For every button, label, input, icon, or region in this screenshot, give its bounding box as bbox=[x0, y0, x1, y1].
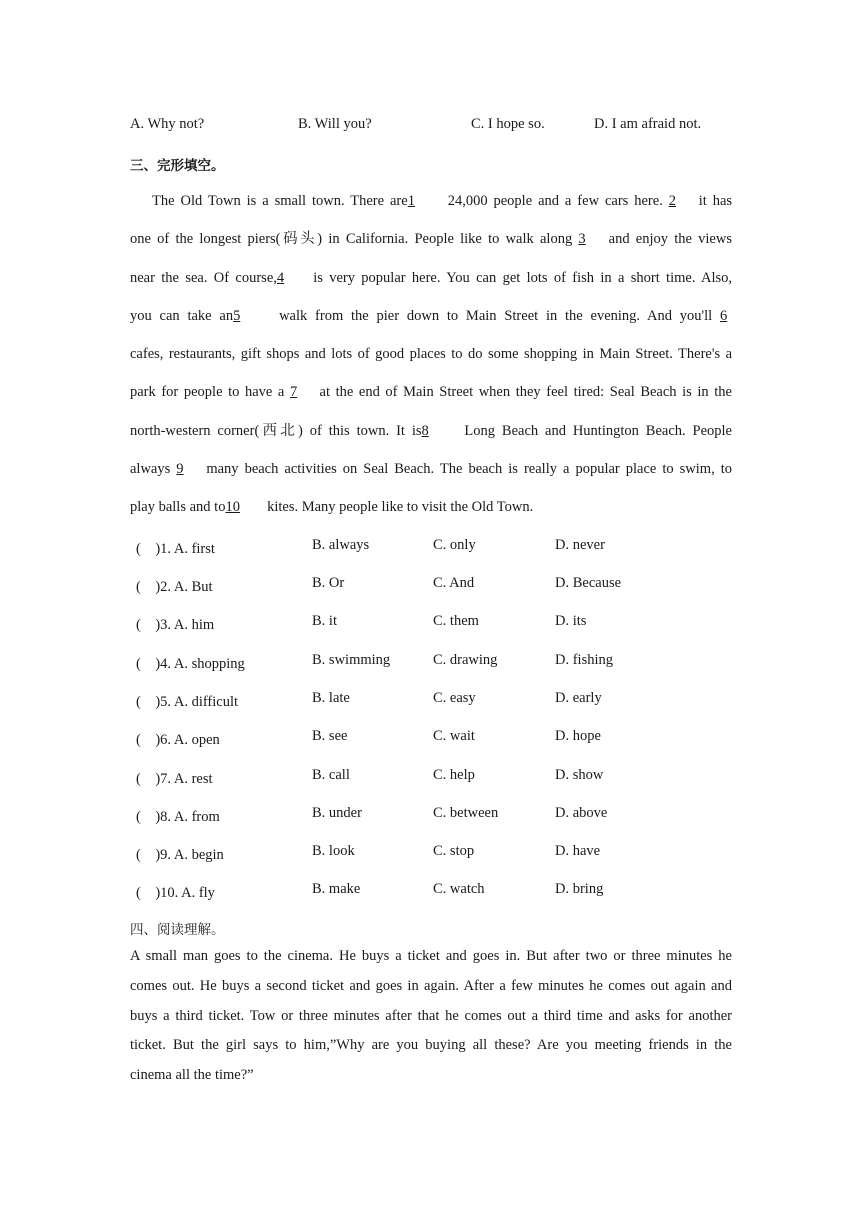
option-d: D. show bbox=[555, 767, 604, 783]
option-c: C. stop bbox=[433, 843, 475, 859]
question-row bbox=[130, 537, 750, 557]
question-number-option-a: ( )7. A. rest bbox=[136, 771, 213, 787]
section-3-heading: 三、完形填空。 bbox=[130, 158, 225, 174]
passage-text: and enjoy the views bbox=[608, 231, 732, 248]
option-b: B. always bbox=[312, 537, 370, 553]
option-d: D. its bbox=[555, 613, 587, 629]
passage-line bbox=[130, 421, 732, 459]
option-c: C. only bbox=[433, 537, 476, 553]
option-d: D. never bbox=[555, 537, 605, 553]
option-c: C. wait bbox=[433, 728, 475, 744]
passage-text: park for people to have a bbox=[130, 384, 285, 401]
blank-10: 10 bbox=[225, 499, 240, 516]
reading-line: buys a third ticket. Tow or three minutes after that he comes out a third time and asks for another bbox=[130, 1007, 732, 1024]
option-b: B. late bbox=[312, 690, 350, 706]
option-b: B. Will you? bbox=[298, 116, 372, 132]
blank-9: 9 bbox=[176, 461, 184, 478]
option-c: C. watch bbox=[433, 881, 485, 897]
option-b: B. make bbox=[312, 881, 361, 897]
passage-line bbox=[130, 459, 732, 497]
question-row bbox=[130, 575, 750, 595]
passage-text: 24,000 people and a few cars here. bbox=[447, 193, 663, 209]
passage-text: one of the longest piers(码头) in California. People like to walk along bbox=[130, 231, 573, 248]
blank-7: 7 bbox=[289, 384, 298, 401]
passage-text: at the end of Main Street when they feel tired: Seal Beach is in the bbox=[319, 384, 732, 401]
option-d: D. hope bbox=[555, 728, 601, 744]
question-row bbox=[130, 728, 750, 748]
reading-line: cinema all the time?” bbox=[130, 1067, 254, 1084]
option-b: B. look bbox=[312, 843, 355, 859]
option-d: D. bring bbox=[555, 881, 604, 897]
question-number-option-a: ( )2. A. But bbox=[136, 579, 213, 595]
question-row bbox=[130, 767, 750, 787]
option-d: D. above bbox=[555, 805, 608, 821]
reading-passage bbox=[130, 946, 732, 1095]
option-d: D. fishing bbox=[555, 652, 613, 668]
reading-line: A small man goes to the cinema. He buys a ticket and goes in. But after two or three minutes he bbox=[130, 948, 732, 964]
question-number-option-a: ( )1. A. first bbox=[136, 541, 215, 557]
question-row bbox=[130, 881, 750, 901]
option-d: D. have bbox=[555, 843, 601, 859]
option-a: A. Why not? bbox=[130, 116, 205, 132]
passage-text: near the sea. Of course, bbox=[130, 269, 277, 286]
previous-question-options bbox=[130, 116, 750, 136]
cloze-passage bbox=[130, 191, 732, 536]
passage-text: it has bbox=[698, 193, 733, 209]
passage-text: play balls and to bbox=[130, 499, 226, 516]
passage-text: always bbox=[130, 461, 171, 478]
question-number-option-a: ( )5. A. difficult bbox=[136, 694, 239, 710]
option-b: B. it bbox=[312, 613, 337, 629]
passage-text: Long Beach and Huntington Beach. People bbox=[464, 422, 732, 439]
passage-line bbox=[130, 382, 732, 420]
blank-1: 1 bbox=[407, 193, 415, 209]
blank-4: 4 bbox=[276, 269, 285, 286]
question-number-option-a: ( )4. A. shopping bbox=[136, 656, 245, 672]
question-number-option-a: ( )9. A. begin bbox=[136, 847, 224, 863]
option-d: D. early bbox=[555, 690, 602, 706]
passage-line bbox=[130, 306, 732, 344]
question-number-option-a: ( )3. A. him bbox=[136, 617, 215, 633]
passage-text: north-western corner(西北) of this town. It is bbox=[130, 422, 422, 439]
option-c: C. drawing bbox=[433, 652, 498, 668]
option-c: C. And bbox=[433, 575, 475, 591]
option-d: D. I am afraid not. bbox=[594, 116, 702, 132]
question-number-option-a: ( )8. A. from bbox=[136, 809, 220, 825]
option-c: C. I hope so. bbox=[471, 116, 545, 132]
passage-line bbox=[130, 344, 732, 382]
question-row bbox=[130, 843, 750, 863]
passage-text: many beach activities on Seal Beach. The beach is really a popular place to swim, to bbox=[206, 461, 733, 478]
question-number-option-a: ( )6. A. open bbox=[136, 732, 220, 748]
option-b: B. Or bbox=[312, 575, 345, 591]
option-c: C. help bbox=[433, 767, 475, 783]
passage-line bbox=[130, 268, 732, 306]
passage-text: cafes, restaurants, gift shops and lots of good places to do some shopping in Main Street. There's a bbox=[130, 346, 732, 363]
passage-line bbox=[130, 497, 732, 535]
passage-line bbox=[130, 191, 732, 229]
question-row bbox=[130, 690, 750, 710]
question-row bbox=[130, 805, 750, 825]
option-d: D. Because bbox=[555, 575, 622, 591]
option-b: B. under bbox=[312, 805, 362, 821]
option-c: C. them bbox=[433, 613, 479, 629]
blank-2: 2 bbox=[668, 193, 677, 209]
option-c: C. easy bbox=[433, 690, 476, 706]
reading-line: comes out. He buys a second ticket and goes in again. After a few minutes he comes out again and bbox=[130, 977, 732, 994]
passage-text: is very popular here. You can get lots of fish in a short time. Also, bbox=[313, 269, 732, 286]
section-4-heading: 四、阅读理解。 bbox=[130, 922, 225, 938]
option-b: B. see bbox=[312, 728, 348, 744]
passage-text: kites. Many people like to visit the Old Town. bbox=[267, 499, 534, 516]
question-row bbox=[130, 652, 750, 672]
blank-5: 5 bbox=[233, 307, 241, 324]
reading-line: ticket. But the girl says to him,”Why are you buying all these? Are you meeting friends in the bbox=[130, 1037, 732, 1054]
option-c: C. between bbox=[433, 805, 499, 821]
passage-text: The Old Town is a small town. There are bbox=[152, 193, 408, 209]
question-row bbox=[130, 613, 750, 633]
option-b: B. call bbox=[312, 767, 350, 783]
passage-text: walk from the pier down to Main Street in the evening. And you'll bbox=[279, 307, 713, 324]
option-b: B. swimming bbox=[312, 652, 391, 668]
blank-8: 8 bbox=[421, 422, 429, 439]
passage-text: you can take an bbox=[130, 307, 234, 324]
blank-6: 6 bbox=[720, 307, 728, 324]
blank-3: 3 bbox=[578, 231, 586, 248]
passage-line bbox=[130, 229, 732, 267]
question-number-option-a: ( )10. A. fly bbox=[136, 885, 215, 901]
